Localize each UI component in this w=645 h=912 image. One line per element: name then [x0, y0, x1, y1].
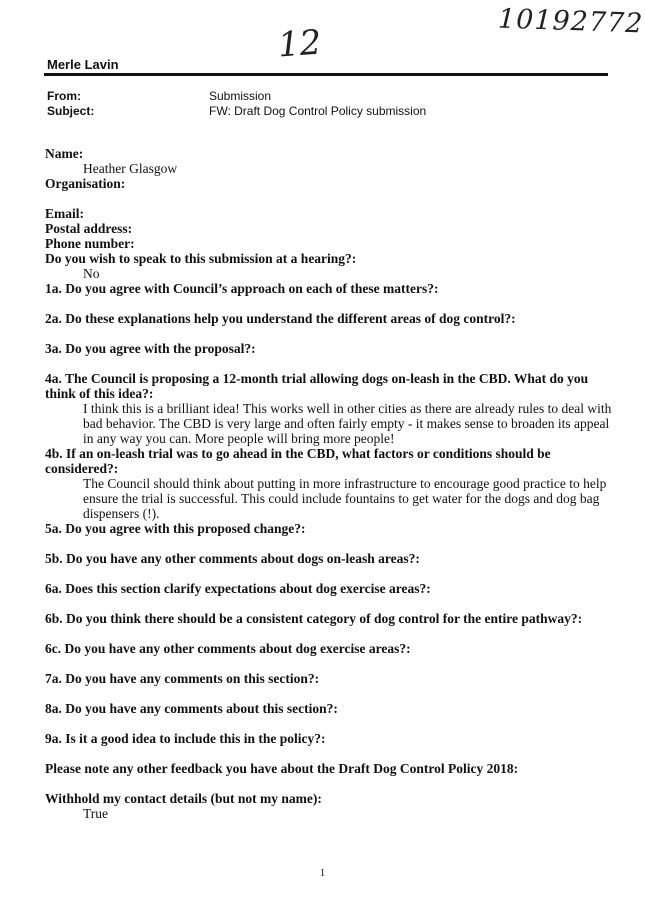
answer-4a: I think this is a brilliant idea! This works well in other cities as there are already rules to deal with bad behavior. The CBD is very large and often fairly empty - it makes sense to broaden its appeal in any way you can. More people will bring more people! — [83, 401, 612, 446]
other-feedback-question: Please note any other feedback you have about the Draft Dog Control Policy 2018: — [45, 761, 519, 776]
name-value: Heather Glasgow — [83, 161, 178, 176]
question-6b: 6b. Do you think there should be a consistent category of dog control for the entire pathway?: — [45, 611, 583, 626]
withhold-details-answer: True — [83, 806, 109, 821]
withhold-details-question: Withhold my contact details (but not my name): — [45, 791, 322, 806]
name-label: Name: — [45, 146, 84, 161]
from-label: From: — [47, 89, 81, 103]
question-8a: 8a. Do you have any comments about this section?: — [45, 701, 338, 716]
answer-4b: The Council should think about putting in more infrastructure to encourage good practice to help ensure the trial is successful. This could include fountains to get water for the dogs and dog bag dispensers (!). — [83, 476, 607, 521]
hearing-answer: No — [83, 266, 100, 281]
header-divider — [44, 73, 608, 76]
email-label: Email: — [45, 206, 84, 221]
submission-form — [45, 146, 615, 821]
question-5b: 5b. Do you have any other comments about dogs on-leash areas?: — [45, 551, 420, 566]
email-author: Merle Lavin — [47, 57, 119, 72]
question-9a: 9a. Is it a good idea to include this in the policy?: — [45, 731, 326, 746]
question-5a: 5a. Do you agree with this proposed change?: — [45, 521, 306, 536]
from-row — [47, 89, 271, 103]
question-1a: 1a. Do you agree with Council’s approach on each of these matters?: — [45, 281, 439, 296]
subject-value: FW: Draft Dog Control Policy submission — [209, 104, 427, 118]
organisation-label: Organisation: — [45, 176, 126, 191]
question-3a: 3a. Do you agree with the proposal?: — [45, 341, 256, 356]
handwritten-page-mark: 12 — [276, 22, 323, 66]
question-4b: 4b. If an on-leash trial was to go ahead in the CBD, what factors or conditions should be considered?: — [45, 446, 551, 476]
question-7a: 7a. Do you have any comments on this section?: — [45, 671, 320, 686]
question-2a: 2a. Do these explanations help you understand the different areas of dog control?: — [45, 311, 516, 326]
page-number: 1 — [319, 867, 326, 879]
subject-label: Subject: — [47, 104, 95, 118]
from-value: Submission — [209, 89, 272, 103]
question-4a: 4a. The Council is proposing a 12-month trial allowing dogs on-leash in the CBD. What do you think of this idea?: — [45, 371, 589, 401]
phone-number-label: Phone number: — [45, 236, 135, 251]
question-6a: 6a. Does this section clarify expectations about dog exercise areas?: — [45, 581, 431, 596]
subject-row — [47, 104, 426, 118]
handwritten-document-id: 10192772 — [497, 3, 644, 40]
hearing-question: Do you wish to speak to this submission at a hearing?: — [45, 251, 357, 266]
question-6c: 6c. Do you have any other comments about dog exercise areas?: — [45, 641, 411, 656]
postal-address-label: Postal address: — [45, 221, 133, 236]
